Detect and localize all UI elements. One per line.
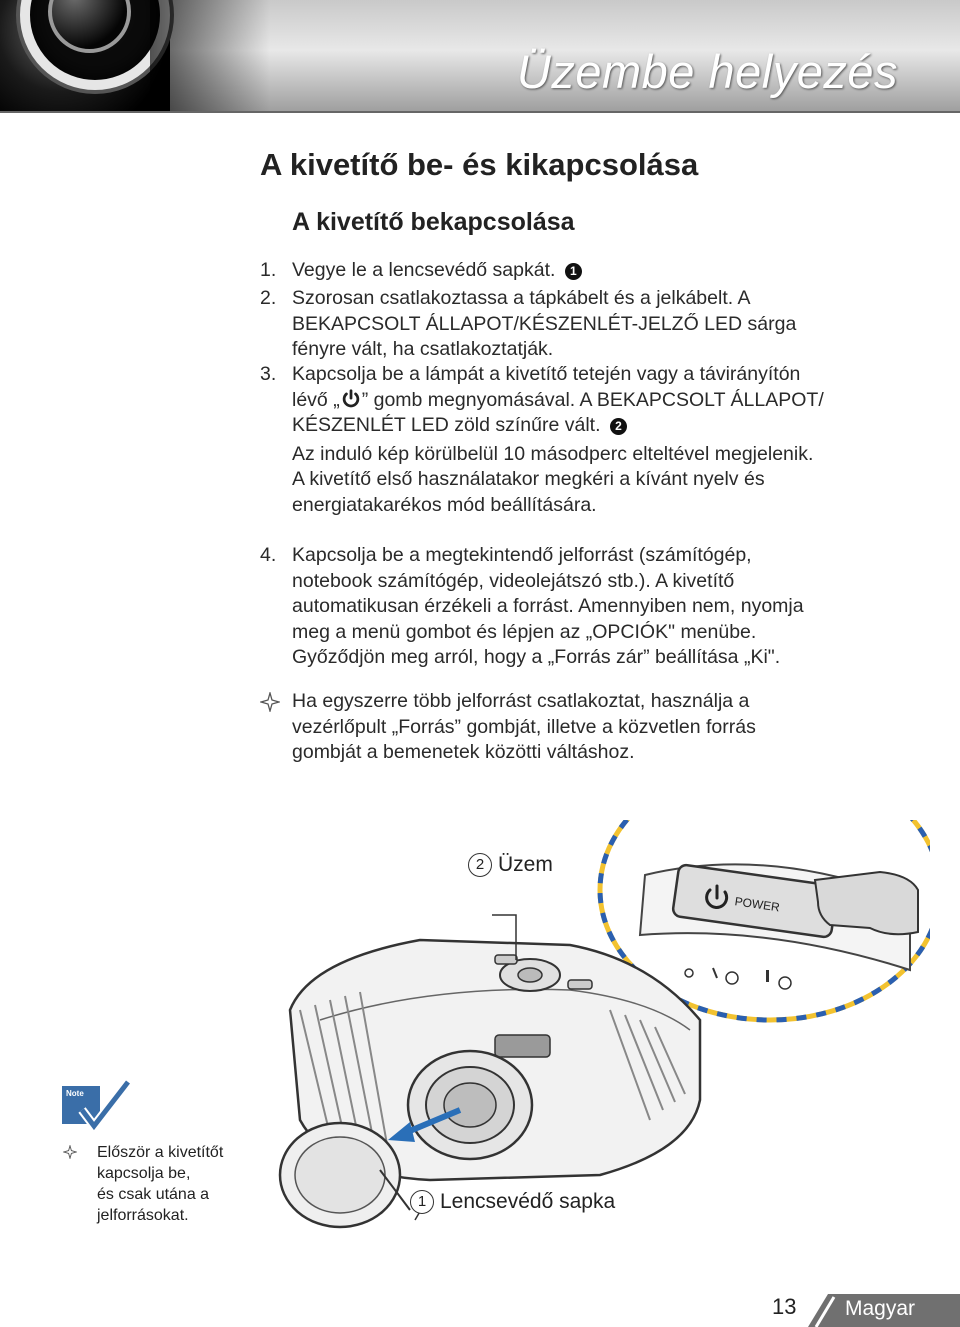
step-4 — [260, 543, 900, 673]
section-title: A kivetítő be- és kikapcsolása — [260, 147, 699, 182]
step-text-line: notebook számítógép, videolejátszó stb.). A kivetítő — [292, 569, 735, 592]
tip — [260, 689, 900, 769]
tip-text-line: Ha egyszerre több jelforrást csatlakoztat, használja a — [292, 690, 750, 712]
callout-label: Üzem — [498, 853, 553, 876]
step-text-line — [292, 388, 892, 414]
step-3 — [260, 362, 900, 516]
header-lens-graphic — [0, 0, 170, 112]
step-text-line: Kapcsolja be a lámpát a kivetítő tetején vagy a távirányítón — [292, 363, 801, 385]
note-text — [97, 1142, 223, 1226]
tip-text-line: vezérlőpult „Forrás” gombját, illetve a közvetlen forrás — [292, 715, 756, 738]
step-text: Vegye le a lencsevédő sapkát. — [292, 259, 556, 281]
step-text-line: Győződjön meg arról, hogy a „Forrás zár” beállítása „Ki". — [292, 646, 781, 668]
step-text-part: lévő „ — [292, 388, 340, 411]
step-text-line — [292, 413, 892, 439]
note-line: kapcsolja be, — [97, 1165, 191, 1182]
power-icon — [340, 388, 362, 410]
hand-icon — [815, 872, 918, 934]
step-number: 3. — [260, 363, 277, 385]
diamond-bullet-icon — [63, 1145, 77, 1159]
step-text-part: ” gomb megnyomásával. A BEKAPCSOLT ÁLLAPOT/ — [361, 388, 824, 411]
tip-text-line: gombját a bemenetek közötti váltáshoz. — [292, 741, 635, 763]
step-text-line: Szorosan csatlakoztassa a tápkábelt és a jelkábelt. A — [292, 287, 751, 309]
step-text-line: BEKAPCSOLT ÁLLAPOT/KÉSZENLÉT-JELZŐ LED sárga — [292, 312, 797, 335]
section-subtitle: A kivetítő bekapcsolása — [292, 208, 575, 236]
step-text-line: fényre vált, ha csatlakoztatják. — [292, 338, 554, 360]
page-title: Üzembe helyezés — [516, 45, 898, 98]
step-text-line: Az induló kép körülbelül 10 másodperc elteltével megjelenik. — [292, 442, 814, 465]
step-text-part: KÉSZENLÉT LED zöld színűre vált. — [292, 414, 601, 436]
power-button-label: POWER — [733, 894, 781, 915]
callout-number: 1 — [410, 1190, 434, 1214]
step-text-line: energiatakarékos mód beállítására. — [292, 493, 597, 516]
header-shadow — [150, 0, 270, 112]
callout-power — [468, 853, 553, 877]
step-text-line: Kapcsolja be a megtekintendő jelforrást (számítógép, — [292, 544, 752, 566]
callout-label: Lencsevédő sapka — [440, 1190, 616, 1213]
note-line: és csak utána a — [97, 1186, 210, 1203]
step-2 — [260, 286, 900, 366]
projector-illustration — [270, 820, 930, 1240]
step-text-line: automatikusan érzékeli a forrást. Amennyiben nem, nyomja — [292, 595, 804, 617]
page-number: 13 — [772, 1294, 797, 1319]
step-number: 2. — [260, 287, 277, 309]
callout-lens-cap — [410, 1190, 615, 1214]
note-badge-label: Note — [66, 1089, 84, 1098]
step-number: 4. — [260, 544, 277, 566]
step-text-line: A kivetítő első használatakor megkéri a kívánt nyelv és — [292, 468, 765, 490]
callout-number: 2 — [468, 853, 492, 877]
note-line: Először a kivetítőt — [97, 1144, 224, 1161]
language-label: Magyar — [845, 1297, 916, 1320]
step-text-line: meg a menü gombot és lépjen az „OPCIÓK" menübe. — [292, 620, 757, 643]
step-1 — [260, 258, 900, 284]
note-icon — [60, 1078, 130, 1140]
callout-marker: 1 — [565, 263, 582, 280]
note-line: jelforrásokat. — [97, 1207, 189, 1224]
callout-marker: 2 — [610, 418, 627, 435]
header-divider — [0, 111, 960, 113]
step-number: 1. — [260, 259, 277, 281]
